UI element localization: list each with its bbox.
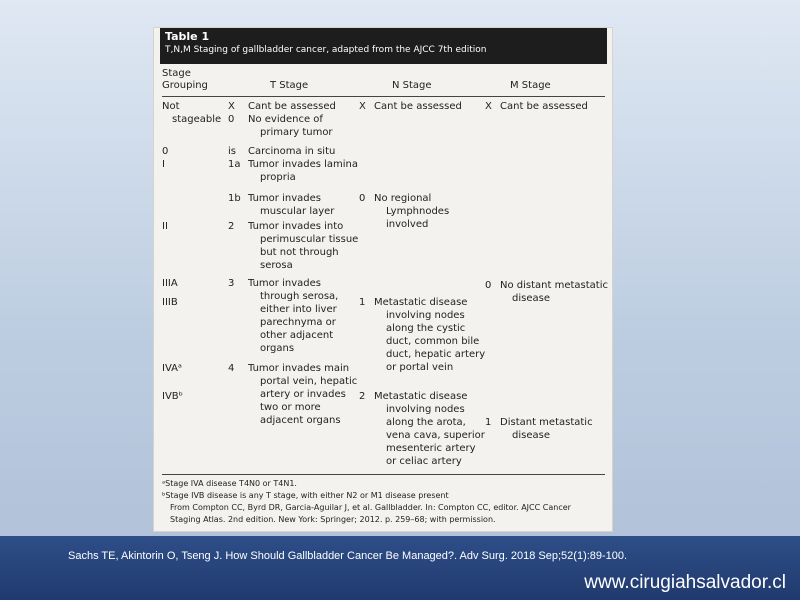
n-desc-n2-5: mesenteric artery (386, 443, 476, 454)
t-desc-t4-1: Tumor invades main (248, 363, 350, 374)
stage-0: 0 (162, 146, 169, 157)
m-desc-m1-1: Distant metastatic (500, 417, 593, 428)
t-desc-t4-3: artery or invades (260, 389, 346, 400)
table-rule-top (162, 96, 605, 97)
n-code-0: 0 (359, 193, 366, 204)
n-desc-n1-2: involving nodes (386, 310, 465, 321)
stage-ivb: IVBᵇ (162, 391, 183, 402)
m-code-1: 1 (485, 417, 492, 428)
t-desc-t1b-2: muscular layer (260, 206, 335, 217)
t-desc-t1a-1: Tumor invades lamina (248, 159, 359, 170)
t-desc-t3-3: either into liver (260, 304, 337, 315)
table-rule-bottom (162, 474, 605, 475)
n-code-2: 2 (359, 391, 366, 402)
stage-not-stageable-2: stageable (172, 114, 222, 125)
website-url: www.cirugiahsalvador.cl (584, 572, 786, 593)
footnote-a: ᵃStage IVA disease T4N0 or T4N1. (162, 479, 297, 488)
header-stage-grouping-1: Stage (162, 68, 191, 79)
n-desc-n2-4: vena cava, superior (386, 430, 485, 441)
stage-not-stageable-1: Not (162, 101, 180, 112)
m-desc-x: Cant be assessed (500, 101, 588, 112)
header-n-stage: N Stage (392, 80, 432, 91)
table-title: Table 1 (165, 30, 210, 43)
n-desc-n1-5: duct, hepatic artery (386, 349, 486, 360)
citation-text: Sachs TE, Akintorin O, Tseng J. How Should Gallbladder Cancer Be Managed?. Adv Surg. 2018 Sep;52(1):89-100. (68, 550, 628, 562)
t-desc-tis: Carcinoma in situ (248, 146, 336, 157)
m-code-0: 0 (485, 280, 492, 291)
table-header (160, 28, 607, 64)
t-desc-t2-2: perimuscular tissue (260, 234, 359, 245)
n-desc-n1-4: duct, common bile (386, 336, 480, 347)
header-t-stage: T Stage (270, 80, 309, 91)
m-desc-m1-2: disease (512, 430, 550, 441)
t-code-0: 0 (228, 114, 235, 125)
n-desc-n2-2: involving nodes (386, 404, 465, 415)
m-desc-m0-1: No distant metastatic (500, 280, 608, 291)
m-code-x: X (485, 101, 492, 112)
t-desc-t2-3: but not through (260, 247, 339, 258)
t-desc-x: Cant be assessed (248, 101, 336, 112)
footnote-source-2: Staging Atlas. 2nd edition. New York: Springer; 2012. p. 259–68; with permission. (170, 515, 496, 524)
t-desc-t0-1: No evidence of (248, 114, 323, 125)
n-desc-n0-2: Lymphnodes (386, 206, 450, 217)
m-desc-m0-2: disease (512, 293, 550, 304)
header-stage-grouping-2: Grouping (162, 80, 208, 91)
t-desc-t4-4: two or more (260, 402, 321, 413)
n-desc-n0-3: involved (386, 219, 429, 230)
n-desc-n1-1: Metastatic disease (374, 297, 468, 308)
n-desc-n2-3: along the arota, (386, 417, 466, 428)
n-desc-x: Cant be assessed (374, 101, 462, 112)
stage-ii: II (162, 221, 168, 232)
t-desc-t3-6: organs (260, 343, 295, 354)
t-desc-t1a-2: propria (260, 172, 296, 183)
footnote-source-1: From Compton CC, Byrd DR, Garcia-Aguilar J, et al. Gallbladder. In: Compton CC, editor. AJCC Cancer (170, 503, 571, 512)
stage-iva: IVAᵃ (162, 363, 182, 374)
t-code-1a: 1a (228, 159, 241, 170)
stage-iiib: IIIB (162, 297, 178, 308)
t-desc-t3-2: through serosa, (260, 291, 339, 302)
n-desc-n2-6: or celiac artery (386, 456, 462, 467)
t-desc-t4-2: portal vein, hepatic (260, 376, 358, 387)
t-code-3: 3 (228, 278, 235, 289)
header-m-stage: M Stage (510, 80, 551, 91)
t-desc-t3-5: other adjacent (260, 330, 334, 341)
n-desc-n0-1: No regional (374, 193, 432, 204)
t-desc-t2-1: Tumor invades into (248, 221, 344, 232)
t-desc-t3-1: Tumor invades (248, 278, 321, 289)
t-desc-t2-4: serosa (260, 260, 293, 271)
table-subtitle: T,N,M Staging of gallbladder cancer, adapted from the AJCC 7th edition (165, 45, 487, 55)
t-desc-t1b-1: Tumor invades (248, 193, 321, 204)
n-code-x: X (359, 101, 366, 112)
t-desc-t3-4: parechnyma or (260, 317, 336, 328)
t-code-is: is (228, 146, 236, 157)
n-code-1: 1 (359, 297, 366, 308)
t-code-1b: 1b (228, 193, 241, 204)
stage-iiia: IIIA (162, 278, 178, 289)
stage-i: I (162, 159, 165, 170)
n-desc-n1-3: along the cystic (386, 323, 466, 334)
n-desc-n1-6: or portal vein (386, 362, 454, 373)
t-code-2: 2 (228, 221, 235, 232)
t-code-4: 4 (228, 363, 235, 374)
t-code-x: X (228, 101, 235, 112)
n-desc-n2-1: Metastatic disease (374, 391, 468, 402)
footnote-b: ᵇStage IVB disease is any T stage, with either N2 or M1 disease present (162, 491, 449, 500)
staging-table (153, 27, 613, 532)
t-desc-t4-5: adjacent organs (260, 415, 341, 426)
t-desc-t0-2: primary tumor (260, 127, 333, 138)
